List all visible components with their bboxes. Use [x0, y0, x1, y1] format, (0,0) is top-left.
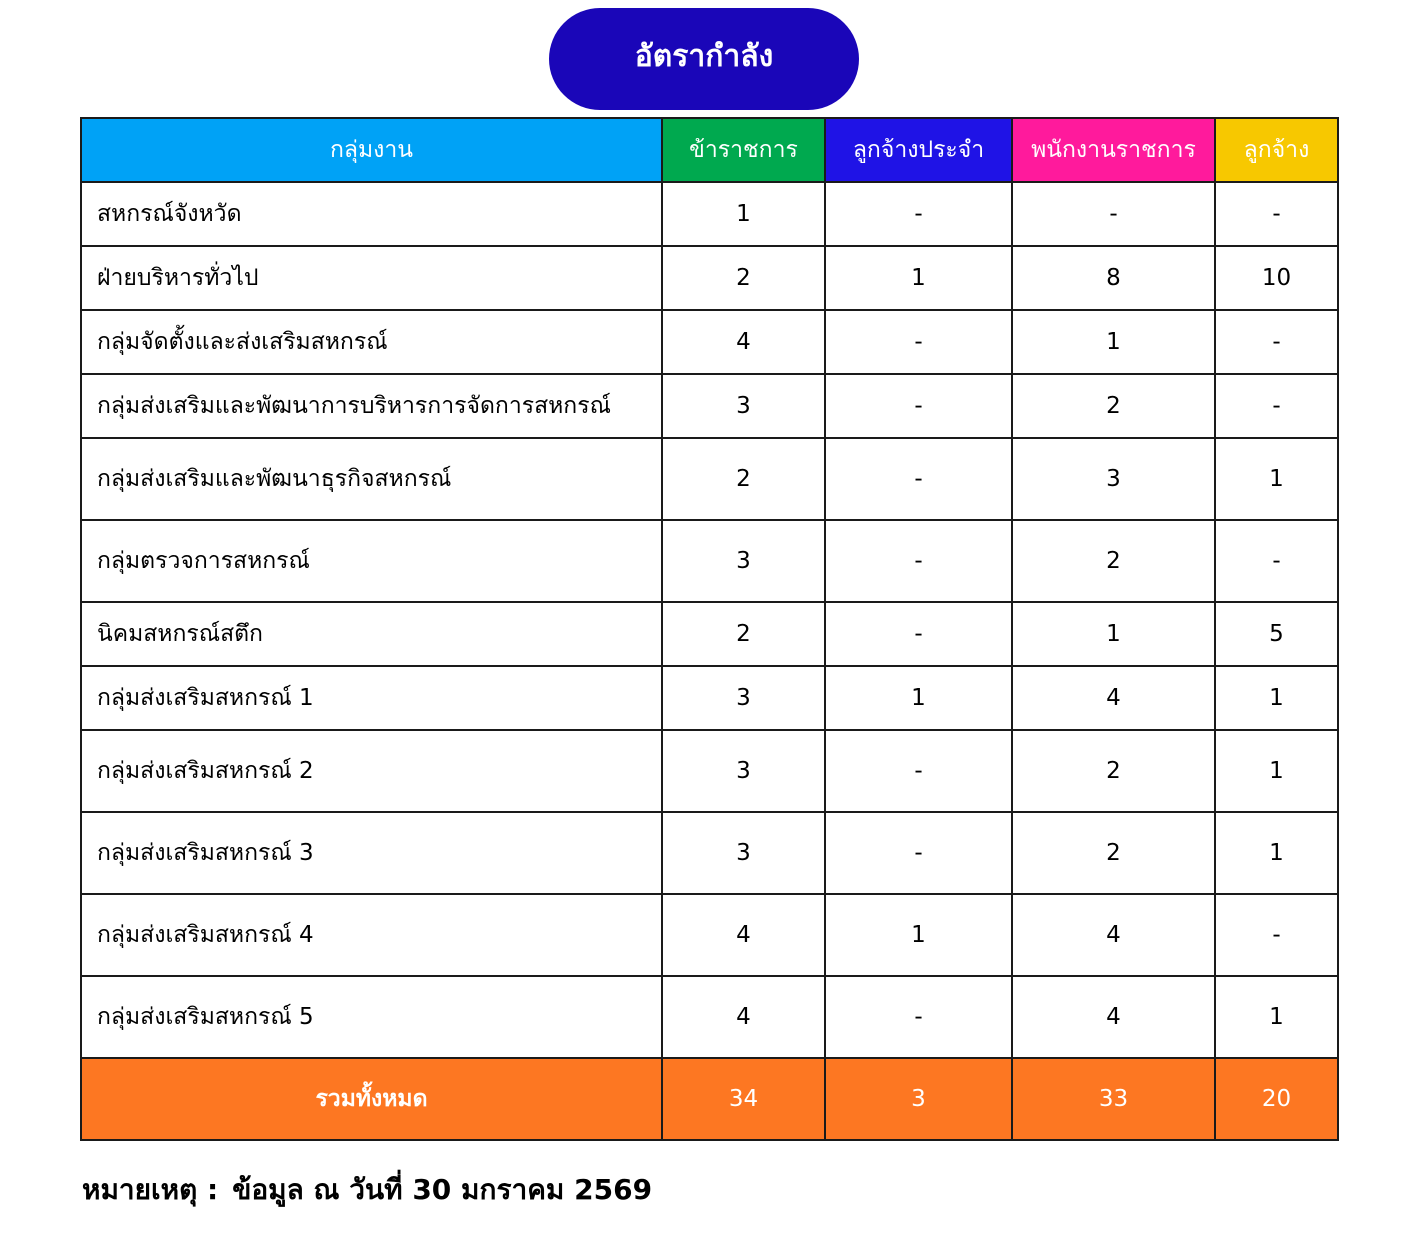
- footnote: [82, 1168, 652, 1212]
- table-row: [81, 246, 1338, 310]
- row-government: 2: [1012, 812, 1215, 894]
- row-name: กลุ่มส่งเสริมและพัฒนาธุรกิจสหกรณ์: [81, 438, 662, 520]
- header-temporary-employee: ลูกจ้าง: [1215, 118, 1338, 182]
- header-government-employee: พนักงานราชการ: [1012, 118, 1215, 182]
- table-row: [81, 182, 1338, 246]
- row-temporary: 1: [1215, 438, 1338, 520]
- row-civil: 4: [662, 976, 825, 1058]
- total-civil: 34: [662, 1058, 825, 1140]
- total-row: [81, 1058, 1338, 1140]
- table-row: [81, 976, 1338, 1058]
- header-civil-servant: ข้าราชการ: [662, 118, 825, 182]
- row-permanent: -: [825, 182, 1012, 246]
- row-temporary: 1: [1215, 666, 1338, 730]
- row-civil: 3: [662, 520, 825, 602]
- row-name: กลุ่มส่งเสริมสหกรณ์ 5: [81, 976, 662, 1058]
- row-civil: 4: [662, 894, 825, 976]
- table-header-row: [81, 118, 1338, 182]
- row-permanent: 1: [825, 246, 1012, 310]
- row-civil: 3: [662, 666, 825, 730]
- row-permanent: -: [825, 730, 1012, 812]
- row-government: 1: [1012, 602, 1215, 666]
- row-permanent: 1: [825, 666, 1012, 730]
- row-temporary: -: [1215, 374, 1338, 438]
- row-permanent: -: [825, 976, 1012, 1058]
- row-permanent: -: [825, 438, 1012, 520]
- header-permanent-employee: ลูกจ้างประจำ: [825, 118, 1012, 182]
- header-group: กลุ่มงาน: [81, 118, 662, 182]
- row-temporary: 1: [1215, 730, 1338, 812]
- row-civil: 1: [662, 182, 825, 246]
- total-permanent: 3: [825, 1058, 1012, 1140]
- row-government: -: [1012, 182, 1215, 246]
- row-name: กลุ่มตรวจการสหกรณ์: [81, 520, 662, 602]
- row-name: ฝ่ายบริหารทั่วไป: [81, 246, 662, 310]
- total-government: 33: [1012, 1058, 1215, 1140]
- row-civil: 3: [662, 730, 825, 812]
- row-government: 1: [1012, 310, 1215, 374]
- row-name: สหกรณ์จังหวัด: [81, 182, 662, 246]
- row-permanent: -: [825, 602, 1012, 666]
- footnote-text: ข้อมูล ณ วันที่ 30 มกราคม 2569: [232, 1173, 653, 1206]
- table-row: [81, 666, 1338, 730]
- staff-table: [80, 117, 1339, 1141]
- row-permanent: 1: [825, 894, 1012, 976]
- total-label: รวมทั้งหมด: [81, 1058, 662, 1140]
- row-temporary: -: [1215, 182, 1338, 246]
- row-temporary: 5: [1215, 602, 1338, 666]
- row-name: นิคมสหกรณ์สตึก: [81, 602, 662, 666]
- row-civil: 2: [662, 246, 825, 310]
- row-government: 4: [1012, 976, 1215, 1058]
- row-temporary: -: [1215, 894, 1338, 976]
- row-government: 2: [1012, 374, 1215, 438]
- footnote-label: หมายเหตุ :: [82, 1173, 219, 1206]
- row-temporary: -: [1215, 520, 1338, 602]
- total-temporary: 20: [1215, 1058, 1338, 1140]
- row-temporary: -: [1215, 310, 1338, 374]
- row-permanent: -: [825, 374, 1012, 438]
- row-government: 3: [1012, 438, 1215, 520]
- table-row: [81, 730, 1338, 812]
- row-government: 2: [1012, 520, 1215, 602]
- row-name: กลุ่มส่งเสริมสหกรณ์ 2: [81, 730, 662, 812]
- row-temporary: 10: [1215, 246, 1338, 310]
- row-permanent: -: [825, 520, 1012, 602]
- row-government: 4: [1012, 894, 1215, 976]
- row-name: กลุ่มส่งเสริมสหกรณ์ 1: [81, 666, 662, 730]
- row-name: กลุ่มจัดตั้งและส่งเสริมสหกรณ์: [81, 310, 662, 374]
- row-government: 8: [1012, 246, 1215, 310]
- row-government: 2: [1012, 730, 1215, 812]
- row-temporary: 1: [1215, 976, 1338, 1058]
- row-permanent: -: [825, 310, 1012, 374]
- row-name: กลุ่มส่งเสริมสหกรณ์ 4: [81, 894, 662, 976]
- row-civil: 3: [662, 374, 825, 438]
- row-name: กลุ่มส่งเสริมและพัฒนาการบริหารการจัดการสหกรณ์: [81, 374, 662, 438]
- page-title: อัตรากำลัง: [549, 8, 859, 110]
- row-government: 4: [1012, 666, 1215, 730]
- row-civil: 4: [662, 310, 825, 374]
- row-civil: 2: [662, 602, 825, 666]
- table-row: [81, 310, 1338, 374]
- table-row: [81, 812, 1338, 894]
- row-permanent: -: [825, 812, 1012, 894]
- table-row: [81, 894, 1338, 976]
- table-row: [81, 438, 1338, 520]
- table-row: [81, 520, 1338, 602]
- table-row: [81, 602, 1338, 666]
- row-temporary: 1: [1215, 812, 1338, 894]
- row-name: กลุ่มส่งเสริมสหกรณ์ 3: [81, 812, 662, 894]
- row-civil: 3: [662, 812, 825, 894]
- table-row: [81, 374, 1338, 438]
- row-civil: 2: [662, 438, 825, 520]
